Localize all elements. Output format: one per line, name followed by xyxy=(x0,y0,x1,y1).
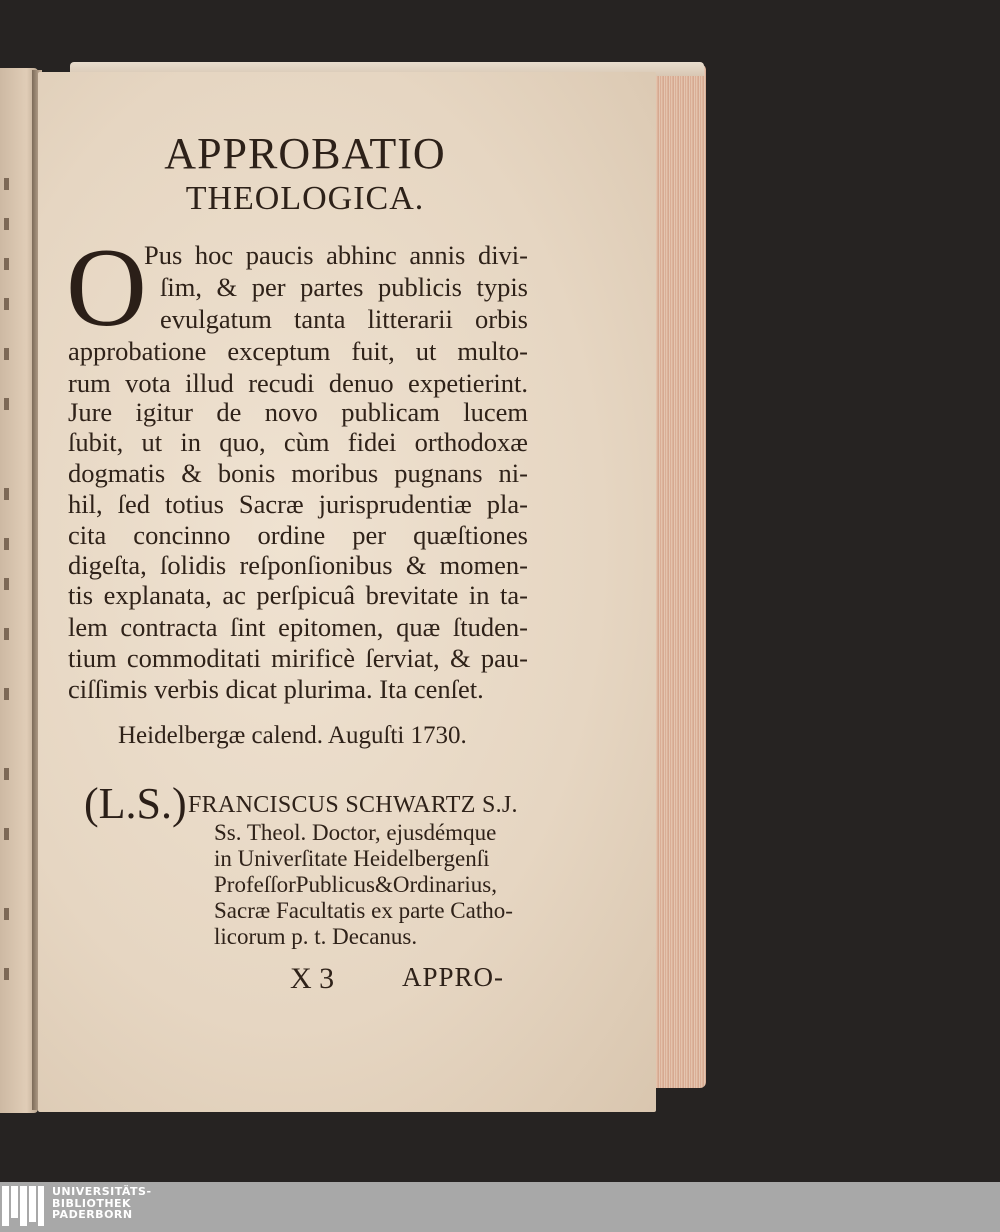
signature-line: licorum p. t. Decanus. xyxy=(214,924,418,949)
body-line: Pus hoc paucis abhinc annis divi- xyxy=(144,240,528,270)
body-line: tium commoditati mirificè ſerviat, & pau- xyxy=(68,643,528,673)
body-line: rum vota illud recudi denuo expetierint. xyxy=(68,368,528,398)
page-subtitle: THEOLOGICA. xyxy=(185,180,425,217)
drop-cap: O xyxy=(66,226,147,350)
logo-line: PADERBORN xyxy=(52,1208,133,1221)
logo-line: UNIVERSITÄTS- xyxy=(52,1185,152,1198)
body-line: digeſta, ſolidis reſponſionibus & momen- xyxy=(68,550,528,580)
page-title: APPROBATIO xyxy=(164,129,446,178)
body-line: cita concinno ordine per quæſtiones xyxy=(68,520,528,550)
signature-line: ProfeſſorPublicus&Ordinarius, xyxy=(214,872,497,897)
library-footer xyxy=(0,1182,1000,1232)
logo-line: BIBLIOTHEK xyxy=(52,1196,132,1210)
signature-line: Ss. Theol. Doctor, ejusdémque xyxy=(214,820,497,845)
catchword: APPRO- xyxy=(402,962,505,992)
library-logo-icon xyxy=(2,1186,46,1226)
body-line: tis explanata, ac perſpicuâ brevitate in ta- xyxy=(68,580,528,610)
body-line: ſim, & per partes publicis typis xyxy=(160,272,528,302)
library-logo-text xyxy=(52,1186,152,1221)
body-line: lem contracta ſint epitomen, quæ ſtuden- xyxy=(68,612,528,642)
signature-line: Sacræ Facultatis ex parte Catho- xyxy=(214,898,513,923)
signature-line: in Univerſitate Heidelbergenſi xyxy=(214,846,490,871)
body-line: approbatione exceptum fuit, ut multo- xyxy=(68,336,528,366)
signature-mark: X 3 xyxy=(290,962,335,995)
date-line: Heidelbergæ calend. Auguſti 1730. xyxy=(118,722,467,749)
body-line: dogmatis & bonis moribus pugnans ni- xyxy=(68,458,528,488)
body-line: Jure igitur de novo publicam lucem xyxy=(68,397,528,427)
body-line: hil, ſed totius Sacræ jurisprudentiæ pla- xyxy=(68,489,528,519)
body-line: ſubit, ut in quo, cùm fidei orthodoxæ xyxy=(68,427,528,457)
body-line: ciſſimis verbis dicat plurima. Ita cenſet. xyxy=(68,674,484,704)
seal-mark: (L.S.) xyxy=(84,779,187,828)
body-line: evulgatum tanta litterarii orbis xyxy=(160,304,528,334)
signature-name: FRANCISCUS SCHWARTZ S.J. xyxy=(188,792,518,818)
